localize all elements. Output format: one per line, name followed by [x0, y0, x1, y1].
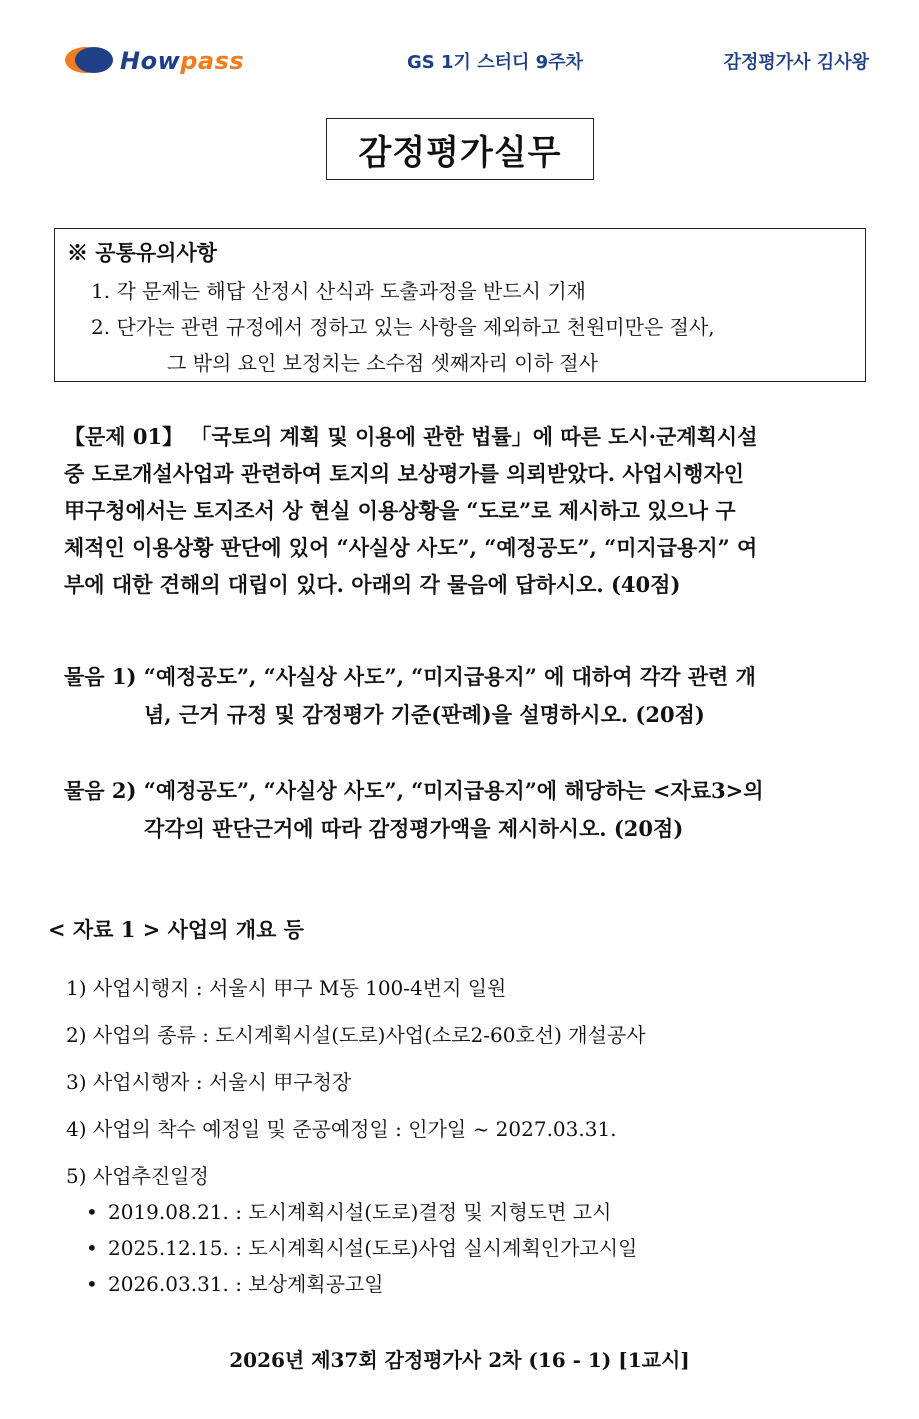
header-author: 감정평가사 김사왕	[723, 52, 869, 73]
data-item-2: 2) 사업의 종류 : 도시계획시설(도로)사업(소로2-60호선) 개설공사	[66, 1023, 646, 1047]
howpass-logo-icon	[64, 45, 116, 75]
data-item-5: 5) 사업추진일정	[66, 1164, 209, 1188]
page-title: 감정평가실무	[326, 118, 594, 180]
bullet-icon: •	[86, 1272, 98, 1296]
question-01	[64, 418, 870, 603]
notice-title: ※ 공통유의사항	[67, 240, 218, 265]
data-item-4: 4) 사업의 착수 예정일 및 준공예정일 : 인가일 ~ 2027.03.31.	[66, 1117, 617, 1141]
question-line-2: 중 도로개설사업과 관련하여 토지의 보상평가를 의뢰받았다. 사업시행자인	[64, 461, 745, 486]
data-item-3: 3) 사업시행자 : 서울시 甲구청장	[66, 1070, 352, 1094]
schedule-text-3: 2026.03.31. : 보상계획공고일	[108, 1272, 384, 1296]
data-1-title: < 자료 1 > 사업의 개요 등	[48, 917, 304, 942]
sub2-line-2: 각각의 판단근거에 따라 감정평가액을 제시하시오. (20점)	[144, 816, 684, 841]
howpass-logo	[64, 45, 264, 79]
question-line-4: 체적인 이용상황 판단에 있어 “사실상 사도”, “예정공도”, “미지급용지” 여	[64, 535, 758, 560]
question-line-3: 甲구청에서는 토지조서 상 현실 이용상황을 “도로”로 제시하고 있으나 구	[64, 498, 736, 523]
question-line-5: 부에 대한 견해의 대립이 있다. 아래의 각 물음에 답하시오. (40점)	[64, 572, 681, 597]
sub1-line-1: 물음 1) “예정공도”, “사실상 사도”, “미지급용지” 에 대하여 각각 관련 개	[64, 664, 756, 689]
sub-question-2	[64, 772, 870, 848]
sub-question-1	[64, 658, 870, 734]
notice-line-1: 1. 각 문제는 해답 산정시 산식과 도출과정을 반드시 기재	[91, 279, 586, 303]
data-item-1: 1) 사업시행지 : 서울시 甲구 M동 100-4번지 일원	[66, 976, 507, 1000]
logo-how: How	[120, 47, 181, 75]
notice-box	[54, 228, 866, 382]
schedule-bullet-3	[86, 1268, 384, 1297]
bullet-icon: •	[86, 1200, 98, 1224]
bullet-icon: •	[86, 1236, 98, 1260]
schedule-bullet-2	[86, 1232, 637, 1261]
schedule-text-1: 2019.08.21. : 도시계획시설(도로)결정 및 지형도면 고시	[108, 1200, 612, 1224]
notice-line-2: 2. 단가는 관련 규정에서 정하고 있는 사항을 제외하고 천원미만은 절사,	[91, 315, 715, 339]
logo-text	[120, 47, 244, 75]
sub2-line-1: 물음 2) “예정공도”, “사실상 사도”, “미지급용지”에 해당하는 <자료3>의	[64, 778, 764, 803]
logo-pass: pass	[180, 47, 245, 75]
sub1-line-2: 념, 근거 규정 및 감정평가 기준(판례)을 설명하시오. (20점)	[144, 702, 705, 727]
notice-line-3: 그 밖의 요인 보정치는 소수점 셋째자리 이하 절사	[167, 351, 598, 375]
schedule-text-2: 2025.12.15. : 도시계획시설(도로)사업 실시계획인가고시일	[108, 1236, 638, 1260]
question-line-1: 【문제 01】 「국토의 계획 및 이용에 관한 법률」에 따른 도시·군계획시설	[64, 424, 758, 449]
header-study-title: GS 1기 스터디 9주차	[407, 52, 583, 73]
schedule-bullet-1	[86, 1196, 611, 1225]
page-header	[0, 40, 919, 84]
page-footer: 2026년 제37회 감정평가사 2차 (16 - 1) [1교시]	[229, 1348, 690, 1372]
